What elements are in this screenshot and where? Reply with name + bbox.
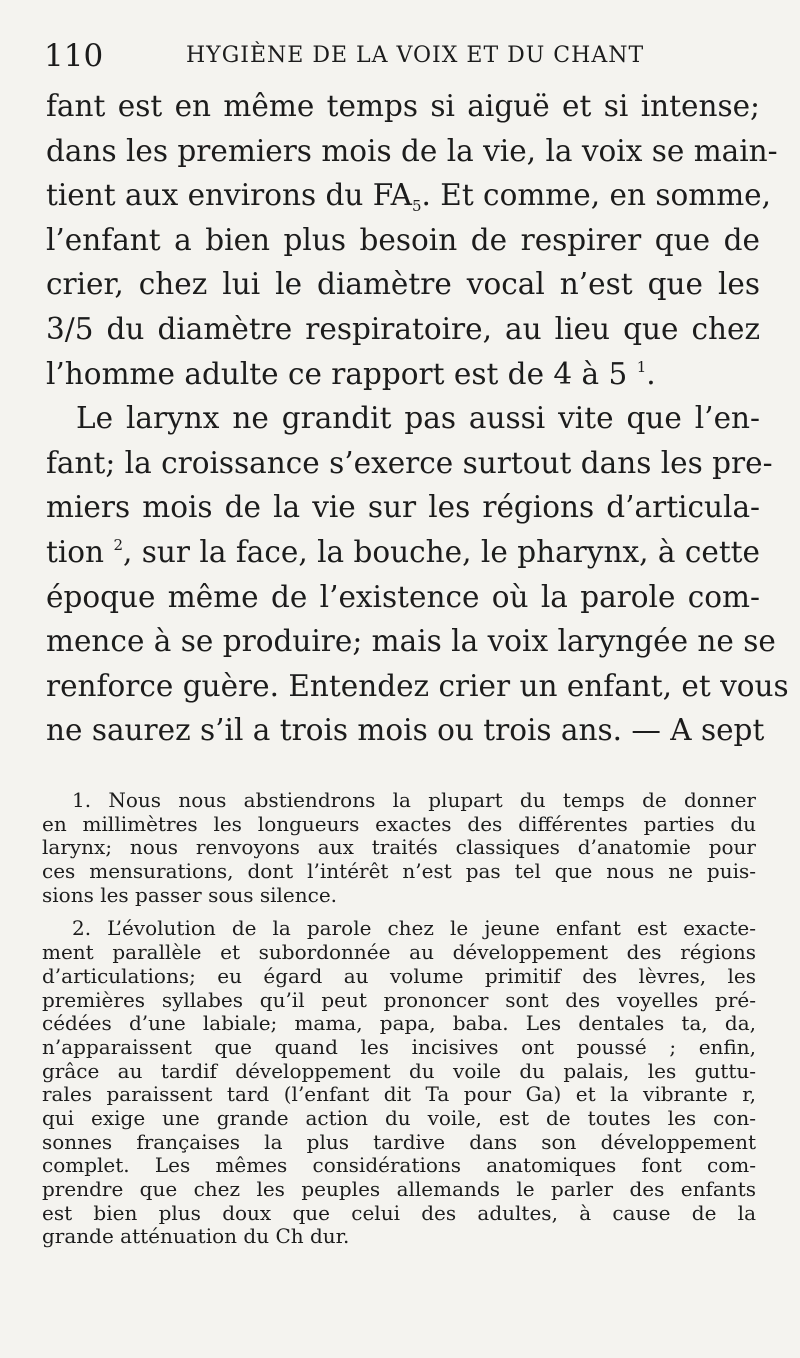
footnote-line: en millimètres les longueurs exactes des différentes parties du — [42, 811, 756, 836]
footnote-line: rales paraissent tard (l’enfant dit Ta pour Ga) et la vibrante r, — [42, 1082, 756, 1107]
text-line: fant; la croissance s’exerce surtout dans les pre- — [46, 445, 773, 480]
text-line: Le larynx ne grandit pas aussi vite que l’en- — [76, 401, 760, 436]
footnote-line: grande atténuation du Ch dur. — [42, 1224, 350, 1249]
text-line: époque même de l’existence où la parole com- — [46, 579, 760, 614]
footnote-1 — [42, 789, 756, 907]
footnote-line: larynx; nous renvoyons aux traités classiques d’anatomie pour — [42, 835, 756, 860]
footnote-line: d’articulations; eu égard au volume primitif des lèvres, les — [42, 963, 756, 988]
footnote-line: qui exige une grande action du voile, est de toutes les con- — [42, 1105, 756, 1130]
footnote-2 — [42, 917, 756, 1249]
page-header — [44, 38, 756, 74]
footnote-line: ment parallèle et subordonnée au développement des régions — [42, 940, 756, 965]
text-line: crier, chez lui le diamètre vocal n’est que les — [46, 267, 760, 302]
text-line: tion $^2$, sur la face, la bouche, le pharynx, à cette — [46, 534, 760, 569]
text-line: 3/5 du diamètre respiratoire, au lieu que chez — [46, 311, 760, 346]
text-line: renforce guère. Entendez crier un enfant, et vous — [46, 668, 789, 703]
text-line: mence à se produire; mais la voix laryngée ne se — [46, 624, 776, 659]
text-line: ne saurez s’il a trois mois ou trois ans. — A sept — [46, 713, 765, 748]
footnote-line: sions les passer sous silence. — [42, 882, 338, 907]
main-text — [46, 84, 789, 753]
footnote-line: premières syllabes qu’il peut prononcer sont des voyelles pré- — [42, 987, 756, 1012]
footnote-line: prendre que chez les peuples allemands le parler des enfants — [42, 1177, 756, 1201]
footnote-line: 1. Nous nous abstiendrons la plupart du temps de donner — [72, 788, 756, 812]
text-line: l’homme adulte ce rapport est de 4 à 5 $^1$. — [46, 356, 656, 391]
footnote-ref: 2 — [113, 535, 124, 554]
text-line: miers mois de la vie sur les régions d’articula- — [46, 490, 760, 525]
text-line: tient aux environs du $FA_5$. Et comme, en somme, — [46, 178, 772, 216]
footnote-line: cédées d’une labiale; mama, papa, baba. Les dentales ta, da, — [42, 1011, 756, 1036]
footnote-line: n’apparaissent que quand les incisives ont poussé ; enfin, — [42, 1034, 756, 1059]
footnote-line: grâce au tardif développement du voile du palais, les guttu- — [42, 1058, 756, 1083]
footnote-line: est bien plus doux que celui des adultes, à cause de la — [42, 1200, 756, 1225]
footnote-ref: 1 — [636, 357, 647, 376]
footnote-line: ces mensurations, dont l’intérêt n’est pas tel que nous ne puis- — [42, 859, 756, 884]
footnote-line: sonnes françaises la plus tardive dans son développement — [42, 1129, 756, 1154]
page-number: 110 — [44, 38, 104, 74]
text-line: l’enfant a bien plus besoin de respirer que de — [46, 222, 760, 257]
footnote-line: complet. Les mêmes considérations anatomiques font com- — [42, 1153, 756, 1178]
text-line: dans les premiers mois de la vie, la voix se main- — [46, 133, 778, 168]
footnote-line: 2. L’évolution de la parole chez le jeune enfant est exacte- — [72, 916, 756, 941]
running-title: HYGIÈNE DE LA VOIX ET DU CHANT — [186, 43, 645, 68]
subscript: 5 — [411, 197, 422, 216]
text-line: fant est en même temps si aiguë et si intense; — [46, 89, 760, 123]
footnotes — [42, 789, 756, 1249]
